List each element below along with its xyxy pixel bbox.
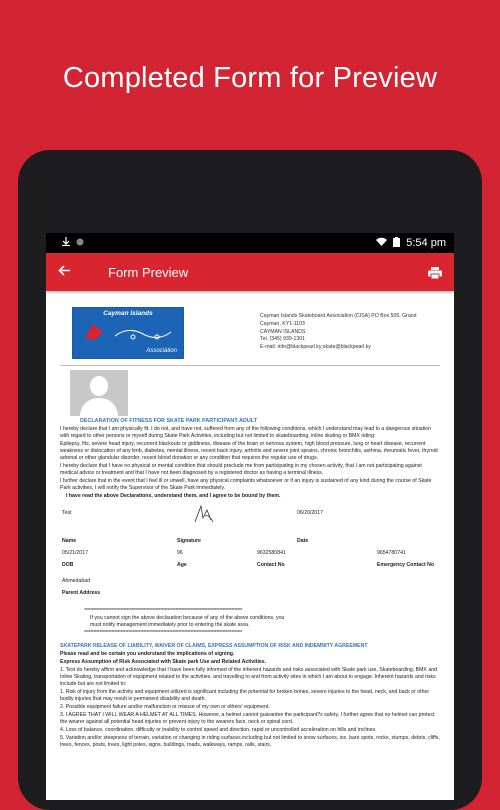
page-headline: Completed Form for Preview [62, 62, 438, 94]
dob-value: 05/21/2017 [62, 550, 88, 557]
print-icon[interactable] [428, 266, 442, 278]
app-bar [46, 253, 454, 291]
declaration-agreement: I have read the above Declarations, understand them, and I agree to be bound by them. [66, 493, 281, 500]
declaration-paragraph: I hereby declare that I am physically fit. I do not, and have not, suffered from any of the following conditions, which I understand may lead to a dangerous situation with regard to other persons or myself during Skate Park Activities, including but not limited to skateboarding, inline skating or BMX riding: [60, 426, 432, 440]
emergency-value: 9654780741 [377, 550, 406, 557]
dob-label: DOB [62, 562, 74, 569]
name-value: Test [62, 510, 72, 517]
address-value: Ahmedabad [62, 578, 90, 585]
declaration-paragraph: Epilepsy, fits, severe head injury, recurrent blackouts or giddiness, disease of the brain or nervous system, high blood pressure, lung or heart disease, recurrent weakness or dislocation of any limb, diabetes, mental illness, recent back injury, arthritis and severe joint sprains, chronic bronchitis, asthma, rheumatic fever, thyroid adrenal or other glandular disorder, recent blood donation or any condition that requires the regular use of drugs. [60, 441, 438, 462]
wifi-icon [376, 237, 387, 249]
declaration-title: DECLARATION OF FITNESS FOR SKATE PARK PARTICIPANT-ADULT [80, 418, 257, 424]
declaration-paragraph: I further declare that in the event that I feel ill or unwell, have any physical complaints whatsoever or if an injury is sustained of any kind during the course of Skate Park activities, I will notify the Supervisor of the Skate Park immediately. [60, 478, 432, 492]
app-bar-title: Form Preview [108, 264, 189, 280]
status-bar [46, 233, 454, 253]
form-document[interactable] [46, 291, 454, 749]
age-value: 96 [177, 550, 183, 557]
waiver-item: 5. Variation and/or steepness of terrain, variation or changing in riding surfaces including but not limited to snow surfaces, ice, bare spots, rocks, stumps, debris, cliffs, trees, fences, posts, trees, light poles, signs, buildings, roads, walkways, ramps, rails, stairs, [60, 734, 440, 748]
battery-icon [393, 237, 400, 250]
waiver-title: SKATEPARK RELEASE OF LIABILITY, WAIVER OF CLAIMS, EXPRESS ASSUMPTION OF RISK AND INDEMNITY AGREEMENT [60, 642, 368, 649]
notice-line: must notify management immediately prior to entering the skate area. [90, 622, 250, 629]
emergency-label: Emergency Contact No [377, 562, 435, 569]
download-icon [62, 237, 70, 249]
address-label: Parent Address [62, 590, 101, 597]
waiver-item: 1. Risk of injury from the activity and equipment utilized is significant including the potential for broken bones, severe injuries to the head, neck, and back or other bodily injuries that may result in permanent disability and death. [60, 688, 430, 702]
waiver-item: 4. Loss of balance, coordination, difficulty or inability to control speed and direction, rapid or uncontrolled acceleration on hills and inclines. [60, 726, 377, 733]
header-divider [60, 365, 440, 366]
date-value: 06/20/2017 [297, 510, 323, 517]
date-label: Date [297, 538, 309, 545]
contact-value: 9632580841 [257, 550, 286, 557]
device-screen [46, 233, 454, 800]
name-label: Name [62, 538, 77, 545]
waiver-line: Please read and be certain you understand the implications of signing. [60, 650, 235, 657]
association-address: Cayman Islands Skateboard Association (CISA) PO Box 505, Grand Cayman, KY1-1103 CAYMAN ISLANDS Tel. (345) 939-1301 E-mail: info@blackpearl.ky;skate@blackpearl.ky [260, 313, 417, 351]
notice-line: If you cannot sign the above declaration because of any of the above conditions, you [90, 615, 285, 622]
declaration-paragraph: I hereby declare that I have no physical or mental condition that should preclude me from participating in my chosen activity, that I am not participating against medical advice or treatment and that I have not been diagnosed by a registered doctor as having a terminal illness. [60, 463, 422, 477]
status-time: 5:54 pm [406, 237, 446, 249]
waiver-item: 2. Possible equipment failure and/or malfunction or misuse of my own or others' equipment. [60, 703, 270, 710]
back-arrow-icon[interactable] [58, 263, 88, 281]
signature-label: Signature [177, 538, 201, 545]
signature-block [62, 510, 438, 602]
notice-box: ******************************************************************************************************** If you cannot sign the above declaration because of any of the above conditions, you must notify management immediately prior to entering the skate area. ******************************************************************************************************** [84, 608, 416, 636]
waiver-item: 1. Test do hereby affirm and acknowledge that I have been fully informed of the inherent hazards and risks associated with Skate park use, Skateboarding, BMX and Inline Skating, transportation of equipment related to the activities, and travelling to and from activity sites in which I am about to engage. Inherent hazards and risks include but are not limited to: [60, 666, 437, 687]
waiver-line: Express Assumption of Risk Associated with Skate park Use and Related Activities. [60, 658, 267, 665]
contact-label: Contact No [257, 562, 285, 569]
notification-icon [76, 238, 84, 249]
age-label: Age [177, 562, 187, 569]
association-logo: Cayman Islands Association [72, 307, 184, 359]
signature-image [177, 510, 297, 538]
participant-photo-placeholder [70, 370, 128, 416]
waiver-item: 3. I AGREE THAT I WILL WEAR A HELMET AT ALL TIMES. However, a helmet cannot guarantee the participant?s safety. I further agree that no helmet can protect the wearer against all potential head injuries or prevent injury to the wearers face, neck or spinal cord. [60, 711, 435, 725]
